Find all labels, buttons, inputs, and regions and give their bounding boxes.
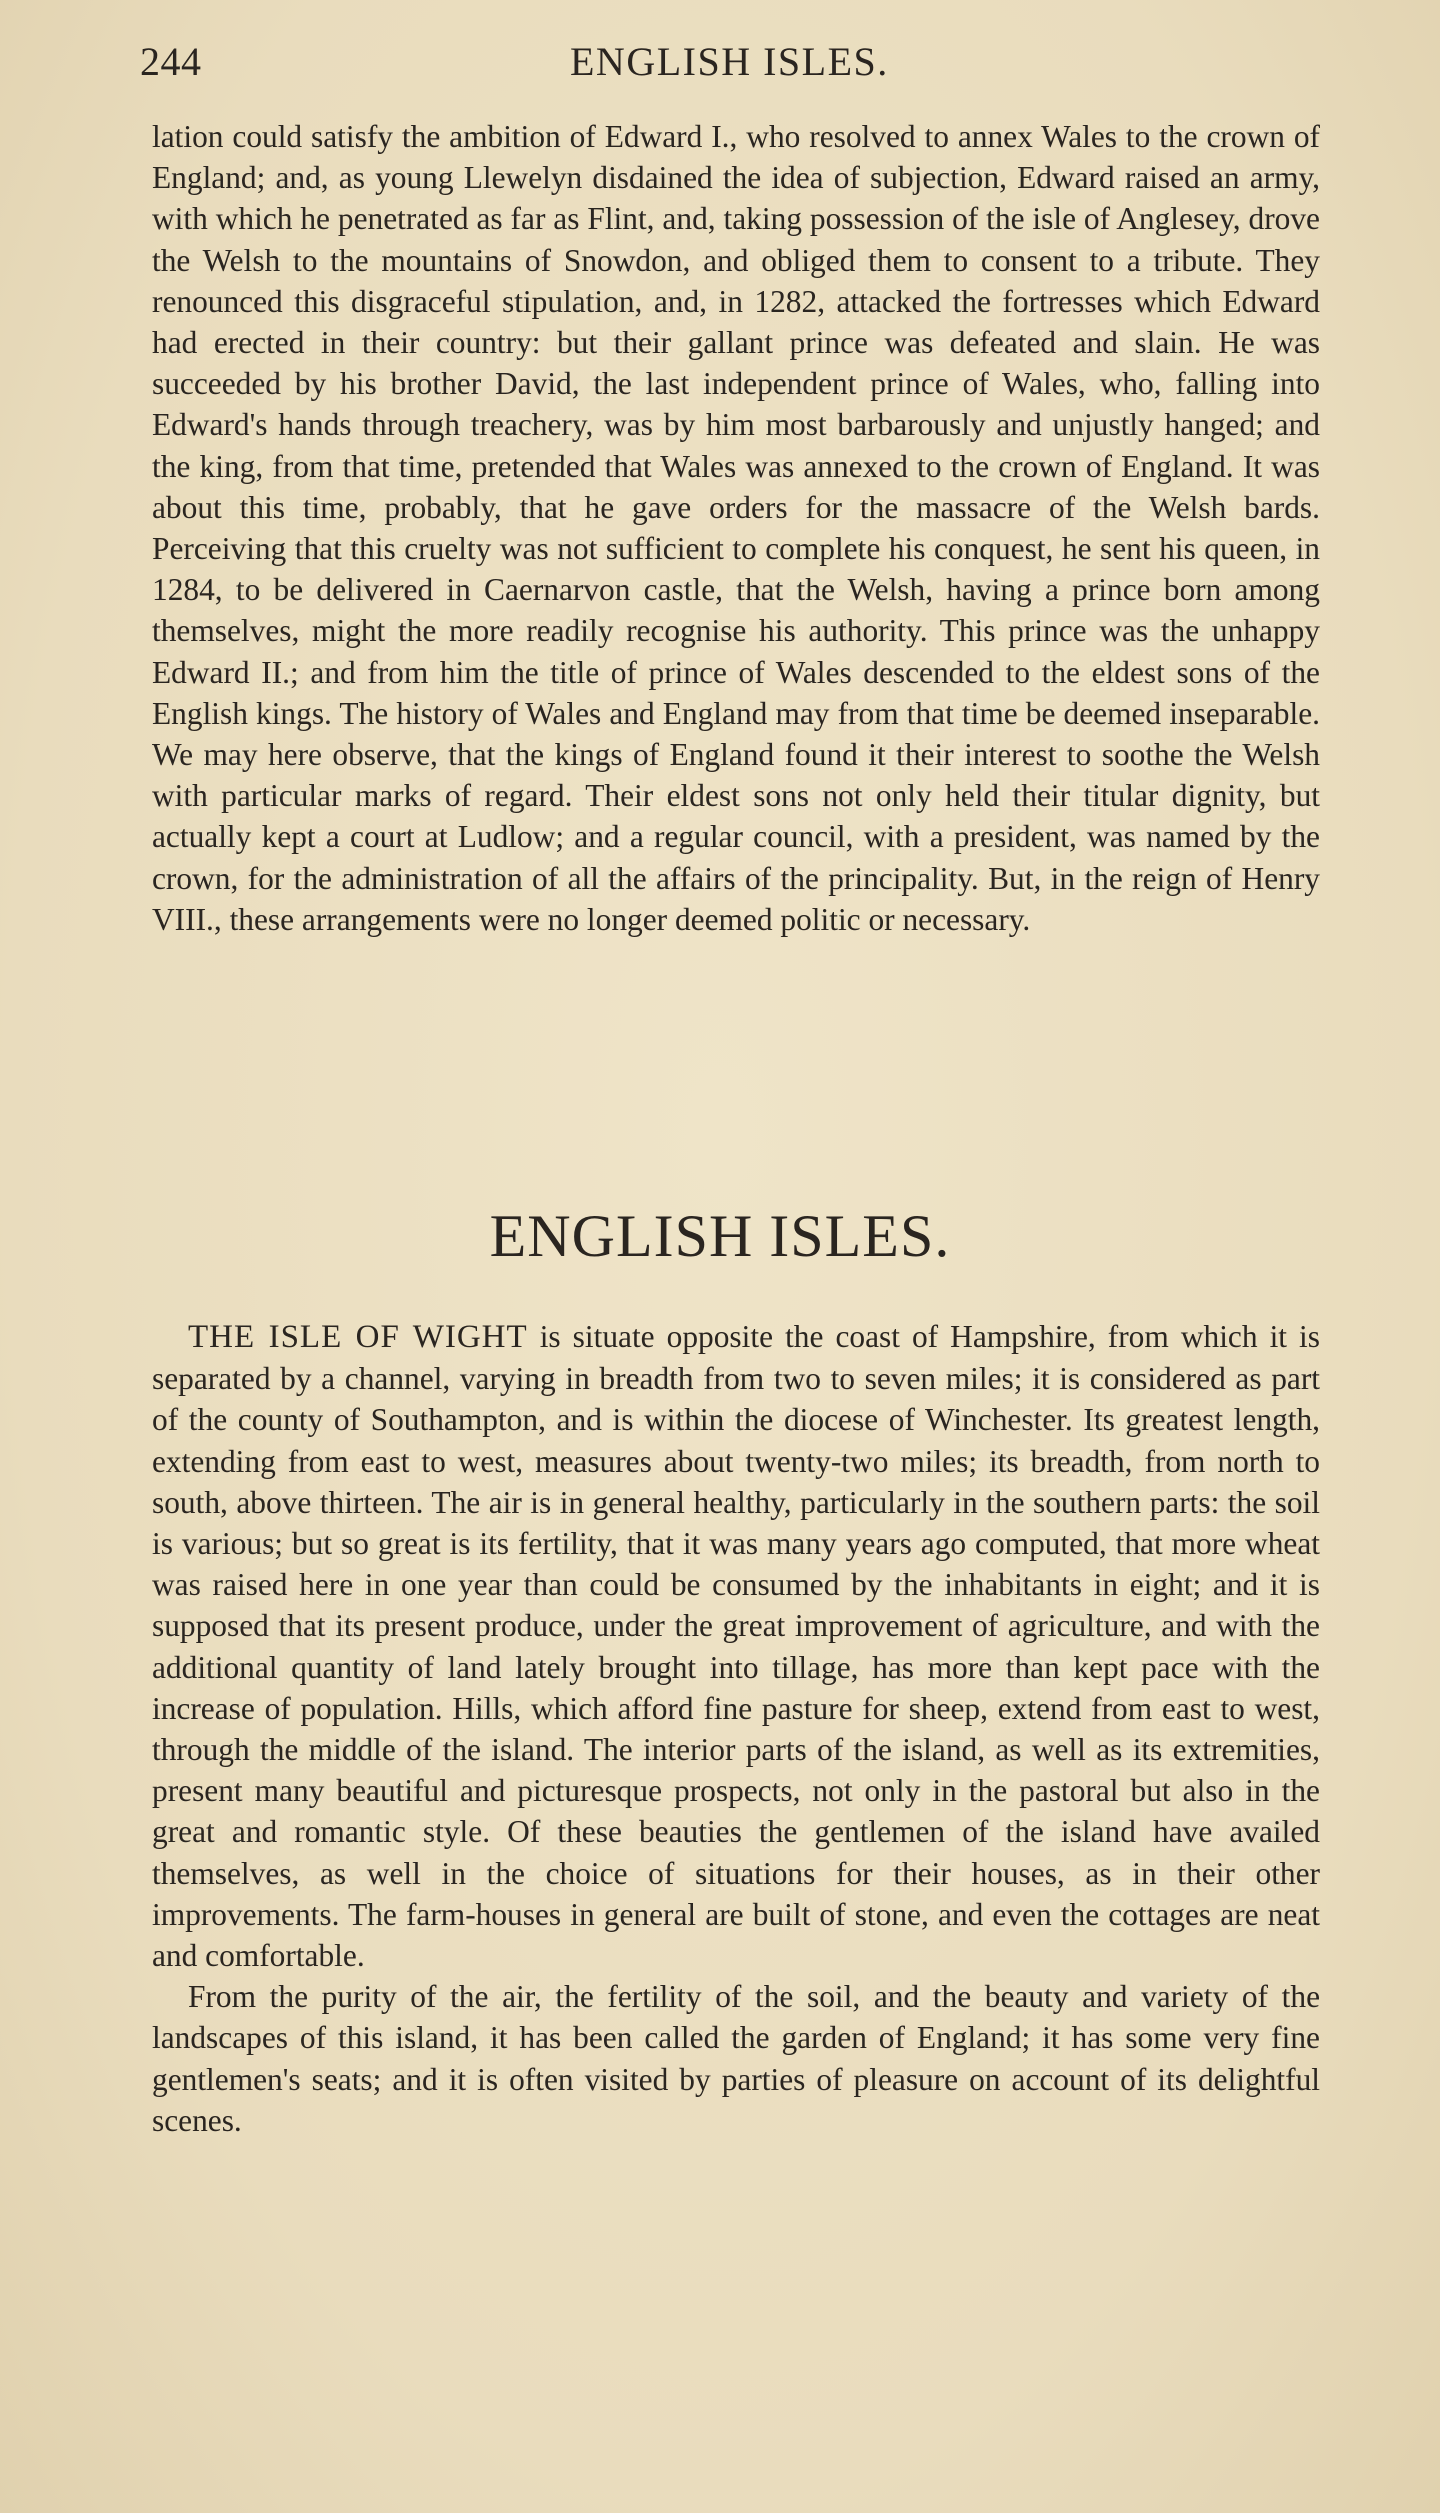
page-number: 244 bbox=[140, 39, 202, 84]
running-title: ENGLISH ISLES. bbox=[570, 39, 889, 84]
paragraph-isle-of-wight bbox=[152, 1316, 1320, 1976]
paragraph-isle-of-wight-body: is situate opposite the coast of Hampshire, from which it is separated by a channel, varying in breadth from two to seven miles; it is considered as part of the county of Southampton, and is within the diocese of Winchester. Its greatest length, extending from east to west, measures about twenty-two miles; its breadth, from north to south, above thirteen. The air is in general healthy, particularly in the southern parts: the soil is various; but so great is its fertility, that it was many years ago computed, that more wheat was raised here in one year than could be consumed by the inhabitants in eight; and it is supposed that its present produce, under the great improvement of agriculture, and with the additional quantity of land lately brought into tillage, has more than kept pace with the increase of population. Hills, which afford fine pasture for sheep, extend from east to west, through the middle of the island. The interior parts of the island, as well as its extremities, present many beautiful and picturesque prospects, not only in the pastoral but also in the great and romantic style. Of these beauties the gentlemen of the island have availed themselves, as well in the choice of situations for their houses, as in their other improvements. The farm-houses in general are built of stone, and even the cottages are neat and comfortable. bbox=[152, 1319, 1320, 1974]
isle-of-wight-text-block bbox=[152, 1316, 1320, 2141]
paragraph-lead-in: THE ISLE OF WIGHT bbox=[188, 1319, 528, 1355]
running-head bbox=[0, 38, 1440, 88]
continued-text-block bbox=[152, 116, 1320, 940]
paragraph-wales-history: lation could satisfy the ambition of Edward I., who resolved to annex Wales to the crown of England; and, as young Llewelyn disdained the idea of subjection, Edward raised an army, with which he penetrated as far as Flint, and, taking possession of the isle of Anglesey, drove the Welsh to the mountains of Snowdon, and obliged them to consent to a tribute. They renounced this disgraceful stipulation, and, in 1282, attacked the fortresses which Edward had erected in their country: but their gallant prince was defeated and slain. He was succeeded by his brother David, the last independent prince of Wales, who, falling into Edward's hands through treachery, was by him most barbarously and unjustly hanged; and the king, from that time, pretended that Wales was annexed to the crown of England. It was about this time, probably, that he gave orders for the massacre of the Welsh bards. Perceiving that this cruelty was not sufficient to complete his conquest, he sent his queen, in 1284, to be delivered in Caernarvon castle, that the Welsh, having a prince born among themselves, might the more readily recognise his authority. This prince was the unhappy Edward II.; and from him the title of prince of Wales descended to the eldest sons of the English kings. The history of Wales and England may from that time be deemed inseparable. We may here observe, that the kings of England found it their interest to soothe the Welsh with particular marks of regard. Their eldest sons not only held their titular dignity, but actually kept a court at Ludlow; and a regular council, with a president, was named by the crown, for the administration of all the affairs of the principality. But, in the reign of Henry VIII., these arrangements were no longer deemed politic or necessary. bbox=[152, 119, 1320, 937]
paragraph-garden-of-england: From the purity of the air, the fertility of the soil, and the beauty and variety of the landscapes of this island, it has been called the garden of England; it has some very fine gentlemen's seats; and it is often visited by parties of pleasure on account of its delightful scenes. bbox=[152, 1979, 1320, 2138]
section-heading: ENGLISH ISLES. bbox=[489, 1203, 951, 1269]
